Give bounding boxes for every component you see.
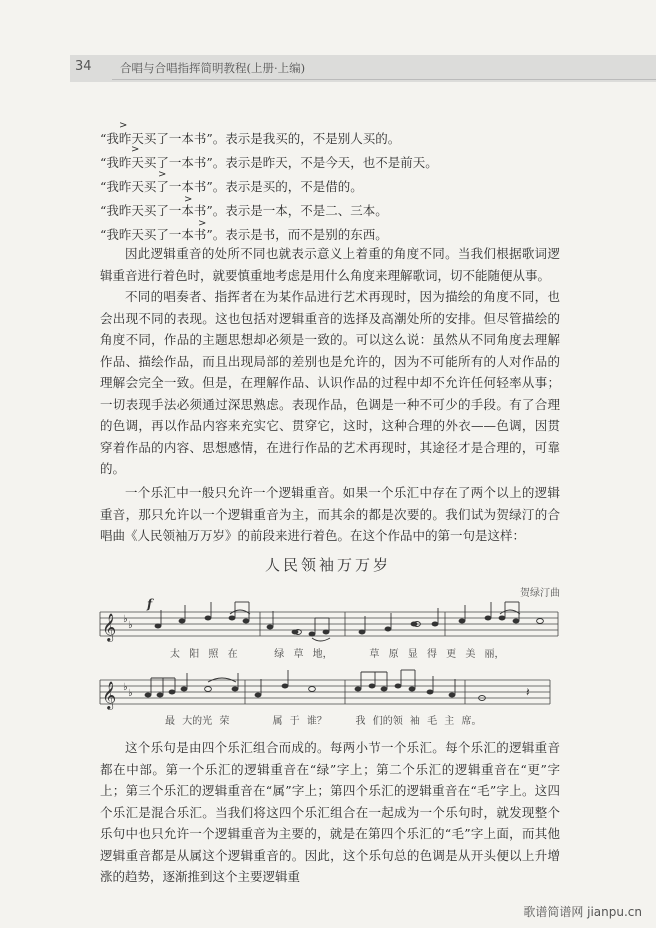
svg-text:♭: ♭	[128, 620, 133, 631]
lyric-syllable: 属	[272, 716, 283, 727]
lyric-syllable: 袖	[409, 716, 420, 727]
accent-mark: >	[184, 194, 193, 205]
lyric-syllable: 草	[369, 649, 380, 660]
accent-mark: >	[158, 169, 167, 180]
body-text	[100, 482, 560, 547]
lyric-syllable: 照	[208, 649, 219, 660]
lyric-syllable: 地，	[312, 649, 333, 660]
song-title: 人民领袖万万岁	[264, 556, 391, 574]
paragraph: 这个乐句是由四个乐汇组合而成的。每两小节一个乐汇。每个乐汇的逻辑重音都在中部。第一个乐汇的逻辑重音在“绿”字上；第二个乐汇的逻辑重音在“更”字上；第三个乐汇的逻辑重音在“属”字上；第四个乐汇的逻辑重音在“毛”字上。这四个乐汇是混合乐汇。当我们将这四个乐汇组合在一起成为一个乐句时，就发现整个乐句中也只允许一个逻辑重音为主要的，就是在第四个乐汇的“毛”字上面，而其他逻辑重音都是从属这个逻辑重音的。因此，这个乐句总的色调是从开头便以上升增涨的趋势，逐渐推到这个主要逻辑重	[100, 740, 560, 884]
lyric-syllable: 毛	[427, 716, 438, 727]
lyric-syllable: 大的光	[182, 716, 213, 727]
svg-text:♭: ♭	[123, 682, 128, 693]
example-sentence: “我昨天买了一本书”。	[100, 155, 226, 170]
lyric-syllable: 主	[444, 716, 455, 727]
header-rule	[112, 79, 656, 80]
lyric-syllable: 丽，	[484, 649, 505, 660]
composer-credit: 贺绿汀曲	[520, 588, 560, 599]
lyric-syllable: 更	[446, 649, 457, 660]
lyrics-line-1	[170, 645, 505, 660]
lyric-syllable: 显	[407, 649, 418, 660]
svg-text:𝄽: 𝄽	[526, 685, 530, 699]
example-line	[100, 153, 438, 171]
accent-mark: >	[119, 120, 128, 131]
lyric-syllable: 太	[170, 649, 180, 660]
watermark: 歌谱简谱网 jianpu.cn	[523, 905, 642, 919]
svg-text:𝄞: 𝄞	[102, 681, 117, 709]
lyrics-line-2	[165, 712, 481, 727]
lyric-syllable: 于	[289, 716, 300, 727]
lyric-syllable: 草	[293, 649, 304, 660]
svg-text:♭: ♭	[128, 688, 133, 699]
example-explanation: 表示是昨天，不是今天，也不是前天。	[225, 155, 438, 170]
example-explanation: 表示是买的，不是借的。	[225, 179, 363, 194]
lyric-syllable: 最	[165, 716, 175, 727]
paragraph: 一个乐汇中一般只允许一个逻辑重音。如果一个乐汇中存在了两个以上的逻辑重音，那只允许以一个逻辑重音为主，而其余的都是次要的。我们试为贺绿汀的合唱曲《人民领袖万万岁》的前段来进行着色。在这个作品中的第一句是这样：	[100, 485, 560, 543]
example-line	[100, 177, 363, 195]
lyric-syllable: 在	[227, 649, 238, 660]
body-text	[100, 737, 560, 888]
example-explanation: 表示是一本，不是二、三本。	[225, 203, 388, 218]
page-number: 34	[75, 59, 92, 74]
dynamic-mark: f	[147, 597, 153, 611]
accent-mark: >	[198, 218, 207, 229]
book-title: 合唱与合唱指挥简明教程(上册·上编)	[120, 61, 306, 75]
example-explanation: 表示是我买的，不是别人买的。	[225, 131, 401, 146]
body-text	[100, 243, 560, 480]
lyric-syllable: 原	[388, 649, 399, 660]
lyric-syllable: 我	[355, 716, 366, 727]
lyric-syllable: 阳	[189, 649, 200, 660]
paragraph: 因此逻辑重音的处所不同也就表示意义上着重的角度不同。当我们根据歌词逻辑重音进行着色时，就要慎重地考虑是用什么角度来理解歌词，切不能随便从事。	[100, 246, 560, 283]
lyric-syllable: 席。	[461, 716, 482, 727]
lyric-syllable: 们的领	[372, 716, 403, 727]
svg-text:𝄞: 𝄞	[102, 613, 117, 641]
svg-text:♭: ♭	[123, 614, 128, 625]
example-line	[100, 225, 388, 243]
lyric-syllable: 谁？	[306, 716, 327, 727]
lyric-syllable: 绿	[274, 649, 285, 660]
example-line	[100, 201, 388, 219]
example-sentence: “我昨天买了一本书”。	[100, 131, 226, 146]
example-sentence: “我昨天买了一本书”。	[100, 203, 226, 218]
example-sentence: “我昨天买了一本书”。	[100, 227, 226, 242]
paragraph: 不同的唱奏者、指挥者在为某作品进行艺术再现时，因为描绘的角度不同，也会出现不同的表现。这也包括对逻辑重音的选择及高潮处所的安排。但尽管描绘的角度不同，作品的主题思想却必须是一致的。可以这么说：虽然从不同角度去理解作品、描绘作品，而且出现局部的差别也是允许的，因为不可能所有的人对作品的理解会完全一致。但是，在理解作品、认识作品的过程中却不允许任何轻率从事；一切表现手法必须通过深思熟虑。表现作品，色调是一种不可少的手段。有了合理的色调，再以作品内容来充实它、贯穿它，这时，这种合理的外衣——色调，因贯穿着作品的内容、思想感情，在进行作品的艺术再现时，其途径才是合理的，可靠的。	[100, 289, 560, 476]
example-line	[100, 129, 400, 147]
lyric-syllable: 美	[465, 649, 476, 660]
lyric-syllable: 得	[426, 649, 437, 660]
lyric-syllable: 荣	[219, 716, 230, 727]
example-explanation: 表示是书，而不是别的东西。	[225, 227, 388, 242]
example-sentence: “我昨天买了一本书”。	[100, 179, 226, 194]
accent-mark: >	[131, 144, 140, 155]
